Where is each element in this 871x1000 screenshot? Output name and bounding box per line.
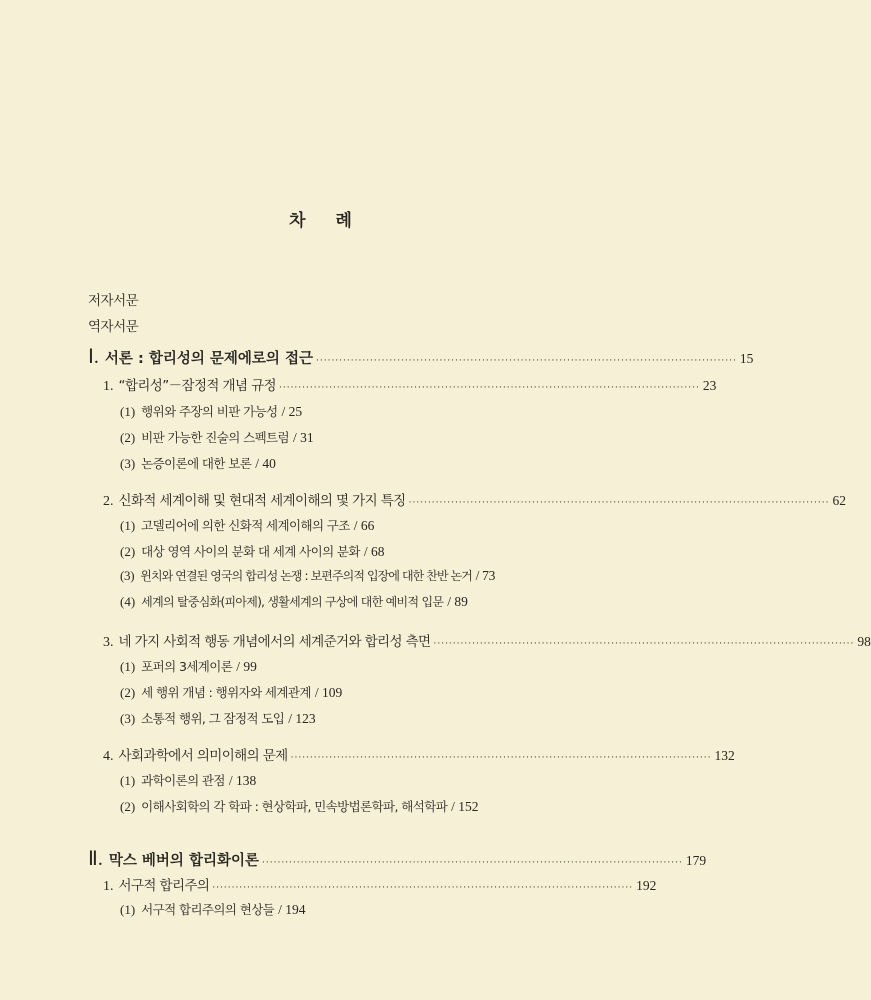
leader-dots: ············································································································· xyxy=(316,356,737,366)
section-title: 고델리어에 의한 신화적 세계이해의 구조 xyxy=(141,518,350,533)
chapter-number: 2. xyxy=(103,494,114,509)
page-number: 98 xyxy=(857,634,871,649)
toc-chapter xyxy=(103,489,846,510)
toc-section xyxy=(120,797,479,815)
chapter-title: “합리성”－잠정적 개념 규정 xyxy=(118,378,276,394)
chapter-number: 1. xyxy=(103,879,114,894)
toc-section xyxy=(120,542,385,560)
section-number: (1) xyxy=(120,404,136,419)
toc-section xyxy=(120,709,316,727)
section-number: (3) xyxy=(120,568,135,583)
section-page: / 109 xyxy=(314,685,343,700)
leader-dots: ············································································································· xyxy=(278,383,700,393)
toc-section xyxy=(120,402,302,420)
leader-dots: ············································································································· xyxy=(262,858,683,868)
section-title: 대상 영역 사이의 분화 대 세계 사이의 분화 xyxy=(141,544,360,559)
page-number: 62 xyxy=(832,493,846,508)
preface-translator: 역자서문 xyxy=(88,319,139,335)
section-number: (3) xyxy=(120,711,136,726)
page-number: 132 xyxy=(714,748,735,763)
preface-author: 저자서문 xyxy=(88,293,139,309)
toc-section xyxy=(120,900,306,918)
section-number: (2) xyxy=(120,544,136,559)
section-number: (3) xyxy=(120,456,136,471)
section-title: 세계의 탈중심화(피아제), 생활세계의 구상에 대한 예비적 입문 xyxy=(141,595,444,609)
toc-section xyxy=(120,516,374,534)
section-number: (1) xyxy=(120,659,136,674)
part-title: 서론 : 합리성의 문제에로의 접근 xyxy=(104,351,313,367)
chapter-number: 1. xyxy=(103,379,114,394)
leader-dots: ············································································································· xyxy=(290,753,712,763)
leader-dots: ············································································································· xyxy=(212,883,634,893)
part-number: Ⅱ. xyxy=(88,848,103,870)
toc-chapter xyxy=(103,744,735,765)
section-page: / 123 xyxy=(288,711,316,726)
section-page: / 99 xyxy=(236,659,257,674)
section-title: 세 행위 개념 : 행위자와 세계관계 xyxy=(141,685,311,700)
section-number: (1) xyxy=(120,518,136,533)
section-page: / 40 xyxy=(255,456,276,471)
section-number: (2) xyxy=(120,430,136,445)
toc-section xyxy=(120,454,276,472)
leader-dots: ············································································································· xyxy=(433,639,855,649)
toc-section xyxy=(120,593,468,610)
section-number: (2) xyxy=(120,799,136,814)
section-number: (2) xyxy=(120,685,136,700)
chapter-number: 3. xyxy=(103,635,114,650)
section-page: / 31 xyxy=(292,430,314,445)
part-title: 막스 베버의 합리화이론 xyxy=(108,853,260,869)
page-number: 192 xyxy=(636,878,657,893)
section-title: 논증이론에 대한 보론 xyxy=(141,456,252,471)
toc-part-1 xyxy=(88,344,754,369)
section-page: / 138 xyxy=(228,773,257,788)
toc-section xyxy=(120,428,314,446)
chapter-title: 신화적 세계이해 및 현대적 세계이해의 몇 가지 특징 xyxy=(118,493,406,509)
toc-section xyxy=(120,683,342,701)
section-page: / 25 xyxy=(281,404,303,419)
section-page: / 89 xyxy=(447,594,468,609)
chapter-title: 네 가지 사회적 행동 개념에서의 세계준거와 합리성 측면 xyxy=(118,634,431,650)
chapter-title: 사회과학에서 의미이해의 문제 xyxy=(118,748,288,764)
section-page: / 194 xyxy=(278,902,306,917)
section-number: (1) xyxy=(120,902,136,917)
section-title: 이해사회학의 각 학파 : 현상학파, 민속방법론학파, 해석학파 xyxy=(141,799,448,814)
section-number: (4) xyxy=(120,594,136,609)
section-title: 소통적 행위, 그 잠정적 도입 xyxy=(141,711,285,726)
section-page: / 73 xyxy=(475,568,496,583)
toc-section xyxy=(120,567,495,584)
toc-chapter xyxy=(103,874,657,895)
section-page: / 152 xyxy=(451,799,479,814)
section-number: (1) xyxy=(120,773,136,788)
chapter-title: 서구적 합리주의 xyxy=(118,878,210,894)
page-number: 23 xyxy=(702,378,717,393)
section-title: 과학이론의 관점 xyxy=(141,773,225,788)
section-title: 윈치와 연결된 영국의 합리성 논쟁 : 보편주의적 입장에 대한 찬반 논거 xyxy=(140,569,472,583)
toc-chapter xyxy=(103,374,717,395)
page-number: 15 xyxy=(739,351,754,366)
section-title: 포퍼의 3세계이론 xyxy=(141,659,233,674)
leader-dots: ············································································································· xyxy=(408,498,830,508)
page-number: 179 xyxy=(685,853,707,868)
section-title: 행위와 주장의 비판 가능성 xyxy=(141,404,278,419)
section-title: 비판 가능한 진술의 스펙트럼 xyxy=(141,430,289,445)
toc-chapter xyxy=(103,630,871,651)
toc-section xyxy=(120,657,257,675)
part-number: Ⅰ. xyxy=(88,346,99,368)
page-title: 차 례 xyxy=(289,211,364,231)
toc-part-2 xyxy=(88,846,707,871)
section-title: 서구적 합리주의의 현상들 xyxy=(141,902,275,917)
section-page: / 66 xyxy=(353,518,375,533)
toc-section xyxy=(120,771,256,789)
section-page: / 68 xyxy=(363,544,385,559)
chapter-number: 4. xyxy=(103,749,114,764)
